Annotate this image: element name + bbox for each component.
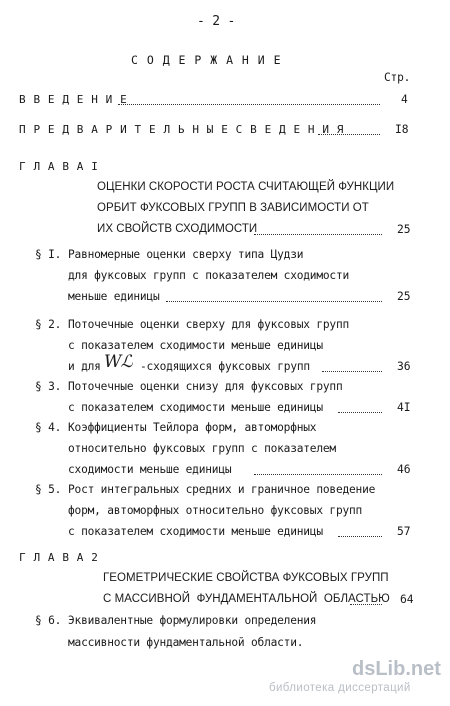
leader-item2 — [322, 371, 382, 372]
section-intro-page: 4 — [401, 93, 408, 106]
item4-line3: сходимости меньше единицы — [68, 463, 232, 476]
leader-item1 — [166, 301, 382, 302]
chapter1-page: 25 — [397, 223, 411, 236]
item3-number: § 3. — [35, 380, 62, 393]
page-column-label: Стр. — [384, 71, 411, 84]
item5-line1: Рост интегральных средних и граничное поведение — [68, 483, 376, 496]
item1-line2: для фуксовых групп с показателем сходимости — [68, 269, 350, 282]
leader-chapter2 — [350, 604, 382, 605]
item4-line1: Коэффициенты Тейлора форм, автоморфных — [68, 421, 317, 434]
item2-line3-end: -сходящихся фуксовых групп — [140, 360, 310, 373]
item4-number: § 4. — [35, 421, 62, 434]
item5-number: § 5. — [35, 483, 62, 496]
watermark-brand: dsLib.net — [352, 658, 441, 680]
chapter2-label: Г Л А В А 2 — [19, 551, 99, 564]
leader-intro — [118, 104, 380, 105]
section-prelim-title: П Р Е Д В А Р И Т Е Л Ь Н Ы Е С В Е Д Е Н И Я — [19, 123, 345, 136]
section-prelim-page: I8 — [395, 123, 409, 136]
item2-line3-start: и для — [68, 360, 101, 373]
leader-chapter1 — [254, 234, 382, 235]
leader-item3 — [338, 412, 382, 413]
item5-line3: с показателем сходимости меньше единицы — [68, 525, 323, 538]
watermark-tagline: библиотека диссертаций — [269, 682, 411, 694]
item6-number: § 6. — [35, 614, 62, 627]
item1-page: 25 — [397, 290, 411, 303]
item1-number: § I. — [35, 248, 62, 261]
item2-line1: Поточечные оценки сверху для фуксовых групп — [68, 318, 350, 331]
leader-item5 — [338, 536, 382, 537]
wl-symbol: Wℒ — [104, 352, 132, 372]
section-intro-title: В В Е Д Е Н И Е — [19, 93, 128, 106]
item5-line2: форм, автоморфных относительно фуксовых групп — [68, 504, 363, 517]
chapter1-label: Г Л А В А I — [19, 160, 99, 173]
chapter1-title-line1: ОЦЕНКИ СКОРОСТИ РОСТА СЧИТАЮЩЕЙ ФУНКЦИИ — [97, 181, 395, 193]
item2-line2: с показателем сходимости меньше единицы — [68, 339, 323, 352]
chapter2-title-line2: С МАССИВНОЙ ФУНДАМЕНТАЛЬНОЙ ОБЛАСТЬЮ — [103, 593, 390, 605]
item2-number: § 2. — [35, 318, 62, 331]
item1-line1: Равномерные оценки сверху типа Цудзи — [68, 248, 304, 261]
item3-line2: с показателем сходимости меньше единицы — [68, 401, 323, 414]
item2-page: 36 — [397, 360, 411, 373]
item3-line1: Поточечные оценки снизу для фуксовых групп — [68, 380, 343, 393]
item6-line1: Эквивалентные формулировки определения — [68, 614, 317, 627]
leader-item4 — [254, 474, 382, 475]
item4-line2: относительно фуксовых групп с показателем — [68, 442, 336, 455]
item6-line2: массивности фундаментальной области. — [68, 636, 304, 649]
chapter2-title-line1: ГЕОМЕТРИЧЕСКИЕ СВОЙСТВА ФУКСОВЫХ ГРУПП — [103, 572, 389, 584]
toc-heading: С О Д Е Р Ж А Н И Е — [131, 53, 282, 67]
item3-page: 4I — [397, 401, 411, 414]
page-number: - 2 - — [197, 14, 236, 29]
item1-line3: меньше единицы — [68, 290, 160, 303]
leader-prelim — [318, 134, 380, 135]
chapter1-title-line2: ОРБИТ ФУКСОВЫХ ГРУПП В ЗАВИСИМОСТИ ОТ — [97, 202, 369, 214]
chapter2-page: 64 — [400, 593, 414, 606]
item4-page: 46 — [397, 463, 411, 476]
chapter1-title-line3: ИХ СВОЙСТВ СХОДИМОСТИ — [97, 223, 258, 235]
item5-page: 57 — [397, 525, 411, 538]
